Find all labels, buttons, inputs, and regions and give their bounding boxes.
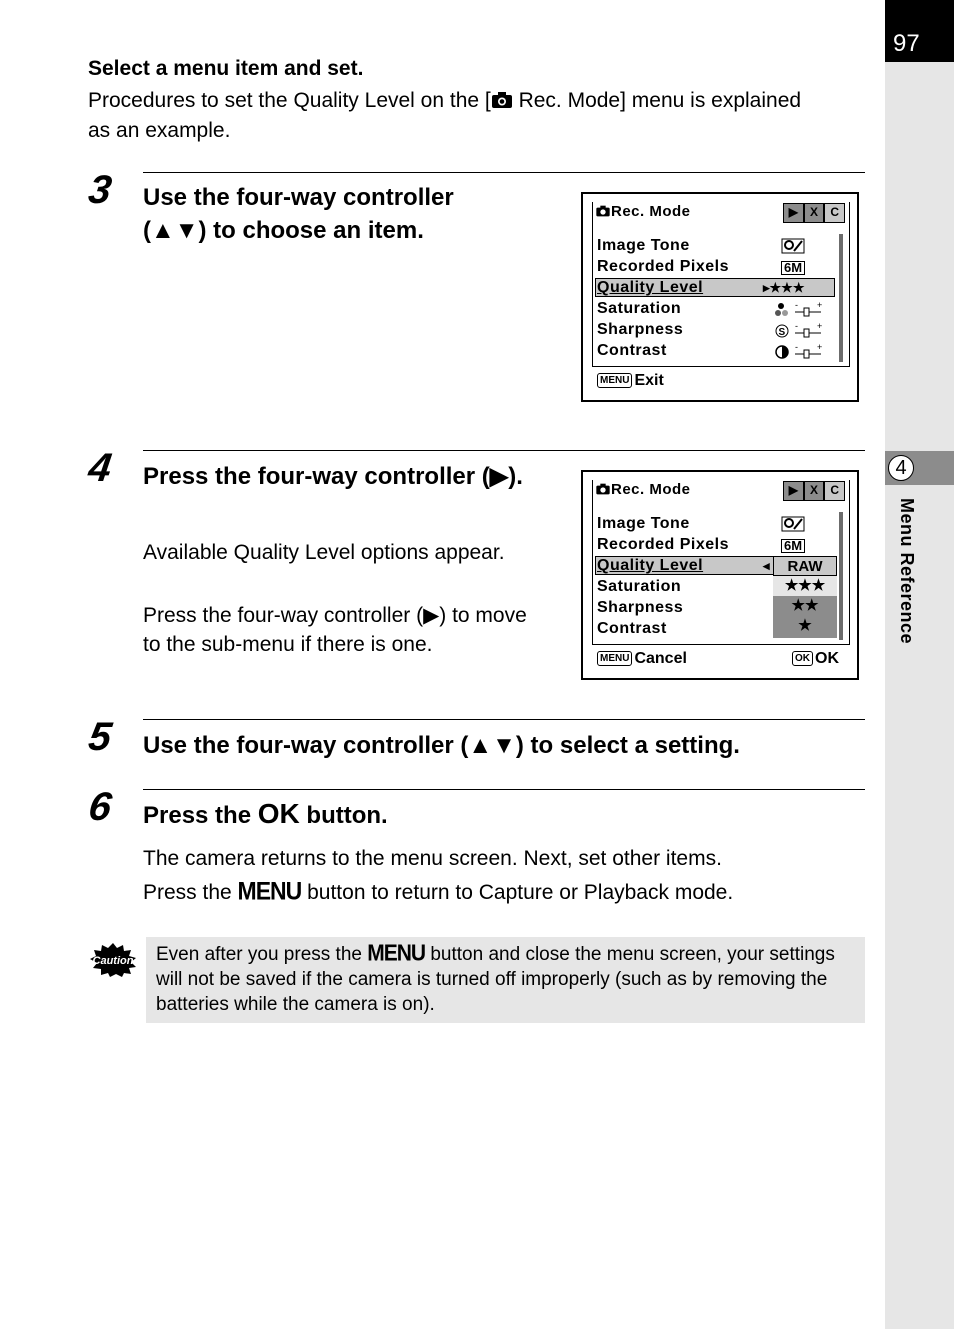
step-4-body-1: Available Quality Level options appear. <box>143 541 505 564</box>
menu-item-saturation: Saturation <box>597 300 682 317</box>
intro-body-end: Rec. Mode] menu is explained as an example. <box>88 89 802 142</box>
step-6-body-2-start: Press the <box>143 881 238 904</box>
menu-item-sharpness: Sharpness <box>597 321 684 338</box>
step-4-rule <box>143 450 865 451</box>
screen-1-scrollbar <box>839 234 843 362</box>
caution-icon <box>88 942 138 978</box>
chapter-title: Menu Reference <box>897 498 917 645</box>
screen-2-tab-icons <box>783 481 845 501</box>
step-5-rule <box>143 719 865 720</box>
camera-icon <box>595 205 611 217</box>
step-6-body-2-end: button to return to Capture or Playback mode. <box>301 881 734 904</box>
svg-text:-: - <box>795 344 798 352</box>
step-3-heading: Use the four-way controller (▲▼) to choose an item. <box>143 184 454 244</box>
menu-item-sharpness: Sharpness <box>597 599 684 616</box>
ok-button-icon: OK <box>792 651 813 666</box>
menu-item-quality-level: Quality Level <box>597 279 704 296</box>
step-6-number: 6 <box>85 785 115 829</box>
menu-item-recorded-pixels: Recorded Pixels <box>597 258 729 275</box>
playback-tab-icon: ▶ <box>783 481 804 501</box>
step-5-number: 5 <box>85 715 115 759</box>
camera-icon <box>595 483 611 495</box>
caution-text-start: Even after you press the <box>156 944 368 965</box>
step-6-heading-end: button. <box>299 802 388 829</box>
ok-button-label: OK <box>257 798 300 829</box>
menu-item-contrast: Contrast <box>597 620 667 637</box>
camera-screen-2 <box>581 470 859 680</box>
step-4-body-2: Press the four-way controller (▶) to move to the sub-menu if there is one. <box>143 604 527 656</box>
step-5-heading: Use the four-way controller (▲▼) to select a setting. <box>143 732 740 759</box>
image-tone-icon <box>781 516 805 532</box>
step-6-heading <box>143 797 643 832</box>
step-3-rule <box>143 172 865 173</box>
step-6-heading-start: Press the <box>143 802 258 829</box>
menu-item-saturation: Saturation <box>597 578 682 595</box>
custom-tab-icon: C <box>824 481 845 501</box>
svg-text:-: - <box>795 302 798 310</box>
svg-text:+: + <box>817 302 823 310</box>
quality-submenu <box>773 556 837 638</box>
contrast-icon <box>775 344 825 360</box>
menu-button-label: MENU <box>367 940 426 967</box>
chapter-number: 4 <box>888 455 914 481</box>
svg-text:+: + <box>817 344 823 352</box>
menu-item-image-tone: Image Tone <box>597 515 690 532</box>
intro-body-start: Procedures to set the Quality Level on the [ <box>88 89 491 112</box>
step-3-number: 3 <box>85 168 115 212</box>
custom-tab-icon: C <box>824 203 845 223</box>
step-6-body-2 <box>143 877 863 907</box>
menu-button-label: MENU <box>237 876 302 906</box>
recorded-pixels-value: 6M <box>781 539 805 553</box>
submenu-option-raw[interactable]: RAW <box>773 556 837 576</box>
quality-level-value: ▸★★★ <box>763 280 805 295</box>
image-tone-icon <box>781 238 805 254</box>
screen-2-bottom-bar <box>597 650 847 668</box>
screen-1-tab-title: Rec. Mode <box>595 203 691 220</box>
cancel-label: Cancel <box>634 650 687 667</box>
svg-text:S: S <box>778 327 786 338</box>
step-6-rule <box>143 789 865 790</box>
step-6-body-1: The camera returns to the menu screen. Next, set other items. <box>143 847 722 870</box>
step-4-number: 4 <box>85 446 115 490</box>
recorded-pixels-value: 6M <box>781 261 805 275</box>
caution-text <box>156 941 846 1017</box>
svg-text:Caution: Caution <box>92 955 134 967</box>
playback-tab-icon: ▶ <box>783 203 804 223</box>
sharpness-icon <box>775 323 825 339</box>
quality-level-left-arrow: ◂ <box>763 558 770 573</box>
exit-label: Exit <box>634 372 664 389</box>
svg-text:-: - <box>795 323 798 331</box>
screen-2-scrollbar <box>839 512 843 640</box>
saturation-icon <box>775 302 825 318</box>
screen-1-bottom-bar <box>597 372 664 390</box>
submenu-option-3-stars[interactable]: ★★★ <box>773 576 837 596</box>
intro-title: Select a menu item and set. <box>88 57 364 80</box>
camera-icon <box>491 91 513 109</box>
intro-body <box>88 86 828 146</box>
menu-item-recorded-pixels: Recorded Pixels <box>597 536 729 553</box>
caution-text-end: button and close the menu screen, your settings will not be saved if the camera is turned off improperly (such as by removing the batteries while the camera is on). <box>156 944 835 1015</box>
menu-item-quality-level: Quality Level <box>597 557 704 574</box>
submenu-option-2-stars[interactable]: ★★ <box>791 597 819 614</box>
menu-item-image-tone: Image Tone <box>597 237 690 254</box>
setup-tab-icon: X <box>804 203 825 223</box>
svg-text:+: + <box>817 323 823 331</box>
page-number: 97 <box>885 0 954 62</box>
ok-label: OK <box>815 650 839 667</box>
setup-tab-icon: X <box>804 481 825 501</box>
screen-2-tab-title: Rec. Mode <box>595 481 691 498</box>
menu-item-contrast: Contrast <box>597 342 667 359</box>
screen-1-tab-icons <box>783 203 845 223</box>
menu-button-icon: MENU <box>597 651 632 666</box>
camera-screen-1 <box>581 192 859 402</box>
menu-button-icon: MENU <box>597 373 632 388</box>
submenu-option-1-star[interactable]: ★ <box>798 617 812 634</box>
step-4-heading: Press the four-way controller (▶). <box>143 463 523 490</box>
